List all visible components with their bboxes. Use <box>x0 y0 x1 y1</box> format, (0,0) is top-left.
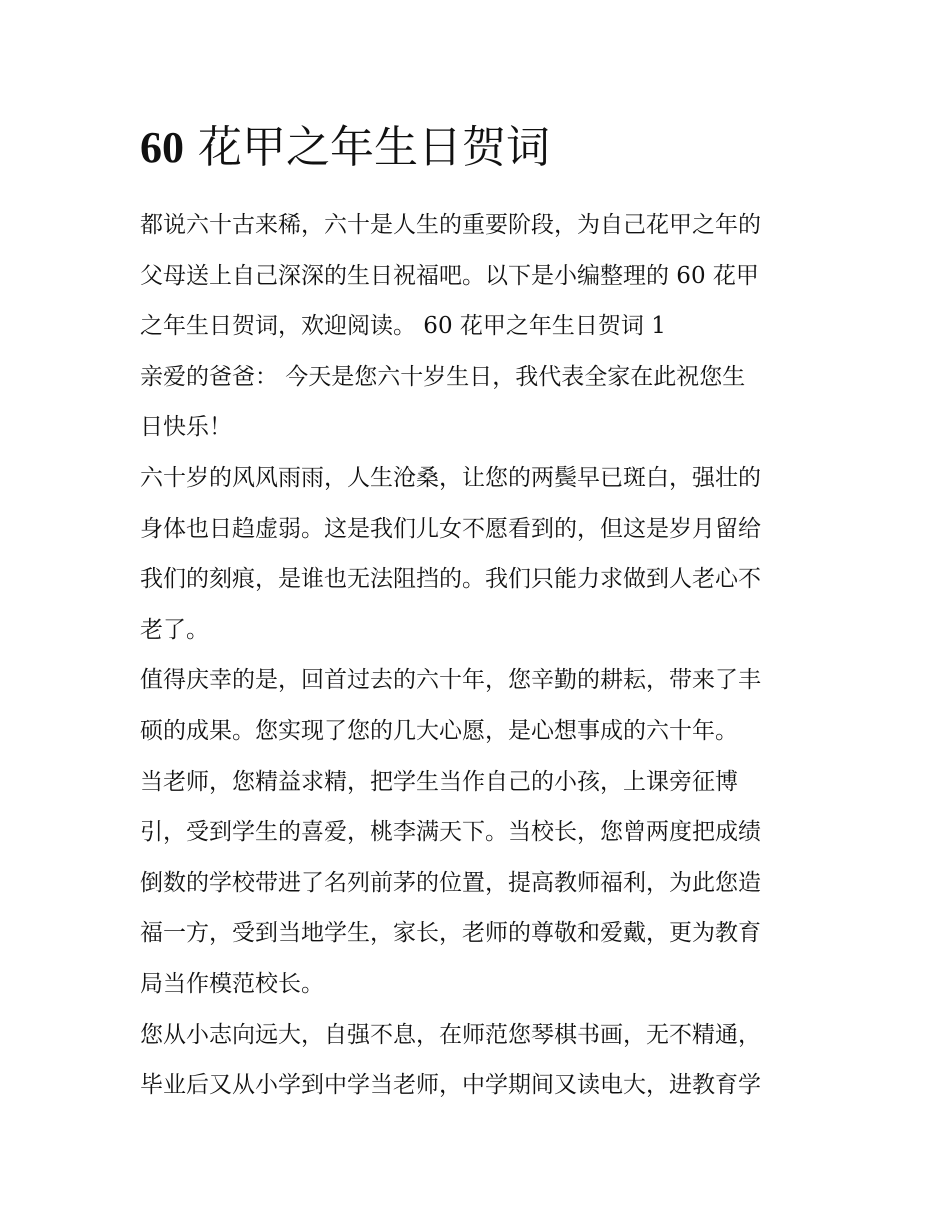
text-line: 我们的刻痕，是谁也无法阻挡的。我们只能力求做到人老心不 <box>140 566 761 593</box>
text-line: 值得庆幸的是，回首过去的六十年，您辛勤的耕耘，带来了丰 <box>140 667 761 694</box>
text-line: 当老师，您精益求精，把学生当作自己的小孩，上课旁征博 <box>140 768 738 795</box>
text-line: 日快乐！ <box>140 414 232 441</box>
paragraph <box>140 453 820 655</box>
text-line: 都说六十古来稀，六十是人生的重要阶段，为自己花甲之年的 <box>140 212 761 238</box>
text-line: 之年生日贺词，欢迎阅读。 60 花甲之年生日贺词 1 <box>140 313 666 340</box>
text-line: 倒数的学校带进了名列前茅的位置，提高教师福利，为此您造 <box>140 869 761 896</box>
text-line: 您从小志向远大，自强不息，在师范您琴棋书画，无不精通， <box>140 1021 761 1048</box>
text-line: 身体也日趋虚弱。这是我们儿女不愿看到的，但这是岁月留给 <box>140 515 761 542</box>
text-line: 硕的成果。您实现了您的几大心愿，是心想事成的六十年。 <box>140 717 738 744</box>
paragraph <box>140 1010 820 1111</box>
document-page <box>140 118 820 1111</box>
title-number: 60 <box>140 123 184 172</box>
paragraph <box>140 655 820 756</box>
text-line: 父母送上自己深深的生日祝福吧。以下是小编整理的 60 花甲 <box>140 262 759 289</box>
paragraph <box>140 757 820 1010</box>
paragraph <box>140 352 820 453</box>
title-text: 花甲之年生日贺词 <box>198 122 550 173</box>
document-body <box>140 200 820 1111</box>
text-line: 局当作模范校长。 <box>140 970 324 997</box>
text-line: 福一方，受到当地学生，家长，老师的尊敬和爱戴，更为教育 <box>140 920 761 947</box>
text-line: 亲爱的爸爸： 今天是您六十岁生日，我代表全家在此祝您生 <box>140 363 746 390</box>
document-title <box>140 118 820 178</box>
paragraph <box>140 200 820 352</box>
text-line: 毕业后又从小学到中学当老师，中学期间又读电大，进教育学 <box>140 1072 761 1099</box>
text-line: 六十岁的风风雨雨，人生沧桑，让您的两鬓早已斑白，强壮的 <box>140 464 761 491</box>
text-line: 引，受到学生的喜爱，桃李满天下。当校长，您曾两度把成绩 <box>140 819 761 846</box>
text-line: 老了。 <box>140 616 209 643</box>
